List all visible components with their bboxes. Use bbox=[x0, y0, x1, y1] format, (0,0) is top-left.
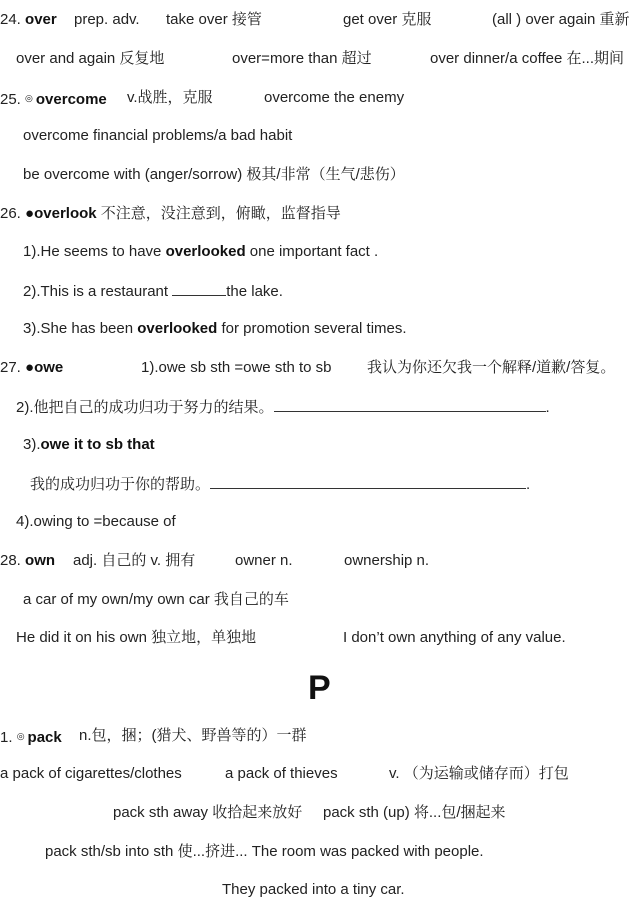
example: I don’t own anything of any value. bbox=[343, 629, 566, 646]
example: a pack of cigarettes/clothes bbox=[0, 765, 182, 782]
phrase-all-over-again: (all ) over again 重新 bbox=[492, 11, 630, 28]
section-letter: P bbox=[308, 669, 331, 707]
bullet-icon: ● bbox=[25, 359, 35, 376]
phrase-get-over: get over 克服 bbox=[343, 11, 432, 28]
fill-blank[interactable] bbox=[172, 281, 226, 296]
bullet-icon: ● bbox=[25, 205, 35, 222]
entry-own-line1 bbox=[0, 551, 640, 571]
phrase-more-than: over=more than 超过 bbox=[232, 50, 372, 67]
owe-sentence-1: 1).owe sb sth =owe sth to sb bbox=[141, 359, 332, 376]
entry-word: over bbox=[25, 11, 57, 28]
example: pack sth (up) 将...包/捆起来 bbox=[323, 804, 506, 821]
overlook-sentence-1: 1).He seems to have overlooked one important fact . bbox=[23, 243, 379, 260]
derivative-owner: owner n. bbox=[235, 552, 293, 569]
entry-own-line2 bbox=[23, 590, 289, 610]
example: a pack of thieves bbox=[225, 765, 338, 782]
entry-number: 28. bbox=[0, 552, 21, 569]
keyword: owe it to sb that bbox=[40, 436, 155, 453]
entry-word: overcome bbox=[35, 91, 107, 108]
entry-meaning: n.包，捆；(猎犬、野兽等的）一群 bbox=[79, 727, 307, 744]
entry-pack-line1 bbox=[0, 726, 640, 746]
example: He did it on his own 独立地，单独地 bbox=[16, 629, 257, 646]
entry-number: 24. bbox=[0, 11, 21, 28]
entry-overcome-line3 bbox=[23, 165, 405, 185]
entry-own-line3 bbox=[0, 628, 640, 648]
entry-pack-line3 bbox=[0, 803, 640, 823]
owe-sentence-2: 2).他把自己的成功归功于努力的结果。 . bbox=[16, 399, 550, 416]
entry-word: owe bbox=[34, 359, 64, 376]
entry-pack-line5 bbox=[222, 880, 405, 900]
entry-overlook-line1 bbox=[0, 204, 341, 224]
example: pack sth away 收拾起来放好 bbox=[113, 804, 303, 821]
keyword: overlooked bbox=[137, 320, 218, 337]
entry-over-line1 bbox=[0, 10, 640, 30]
entry-word: own bbox=[25, 552, 56, 569]
example: be overcome with (anger/sorrow) 极其/非常（生气/悲伤） bbox=[23, 166, 405, 183]
entry-pack-line2 bbox=[0, 764, 640, 784]
entry-number: 26. bbox=[0, 205, 21, 222]
entry-over-line2 bbox=[0, 49, 640, 69]
example: overcome financial problems/a bad habit bbox=[23, 127, 293, 144]
overlook-sentence-3: 3).She has been overlooked for promotion several times. bbox=[23, 320, 407, 337]
derivative-ownership: ownership n. bbox=[344, 552, 430, 569]
fill-blank[interactable] bbox=[274, 397, 546, 412]
entry-pack-line4 bbox=[45, 842, 484, 862]
owe-sentence-1-cn: 我认为你还欠我一个解释/道歉/答复。 bbox=[367, 359, 616, 376]
entry-word: overlook bbox=[34, 205, 97, 222]
entry-number: 27. bbox=[0, 359, 21, 376]
entry-meaning: 不注意，没注意到，俯瞰，监督指导 bbox=[96, 205, 341, 222]
phrase-over-and-again: over and again 反复地 bbox=[16, 50, 165, 67]
entry-overcome-line1 bbox=[0, 88, 640, 108]
circle-star-icon: ◎ bbox=[16, 731, 25, 741]
entry-overcome-line2 bbox=[23, 126, 292, 146]
example: pack sth/sb into sth 使...挤进... The room was packed with people. bbox=[45, 843, 484, 860]
owe-sentence-3-cn: 我的成功归功于你的帮助。 . bbox=[30, 476, 531, 493]
entry-number: 1. bbox=[0, 729, 13, 746]
phrase-take-over: take over 接管 bbox=[166, 11, 262, 28]
example: overcome the enemy bbox=[264, 89, 405, 106]
circle-star-icon: ◎ bbox=[25, 93, 33, 103]
entry-word: pack bbox=[27, 729, 62, 746]
fill-blank[interactable] bbox=[210, 474, 526, 489]
example: a car of my own/my own car 我自己的车 bbox=[23, 591, 289, 608]
phrase-over-dinner: over dinner/a coffee 在...期间 bbox=[430, 50, 624, 67]
entry-pos: adj. 自己的 v. 拥有 bbox=[73, 552, 196, 569]
owe-sentence-4: 4).owing to =because of bbox=[16, 513, 176, 530]
keyword: overlooked bbox=[165, 243, 246, 260]
entry-number: 25. bbox=[0, 91, 21, 108]
overlook-sentence-2: 2).This is a restaurant the lake. bbox=[23, 283, 283, 300]
entry-meaning: v.战胜，克服 bbox=[127, 89, 213, 106]
entry-meaning-verb: v. （为运输或储存而）打包 bbox=[389, 765, 569, 782]
entry-owe-line1 bbox=[0, 358, 640, 378]
owe-sentence-3: 3).owe it to sb that bbox=[23, 436, 155, 453]
example: They packed into a tiny car. bbox=[222, 881, 405, 898]
entry-pos: prep. adv. bbox=[74, 11, 140, 28]
